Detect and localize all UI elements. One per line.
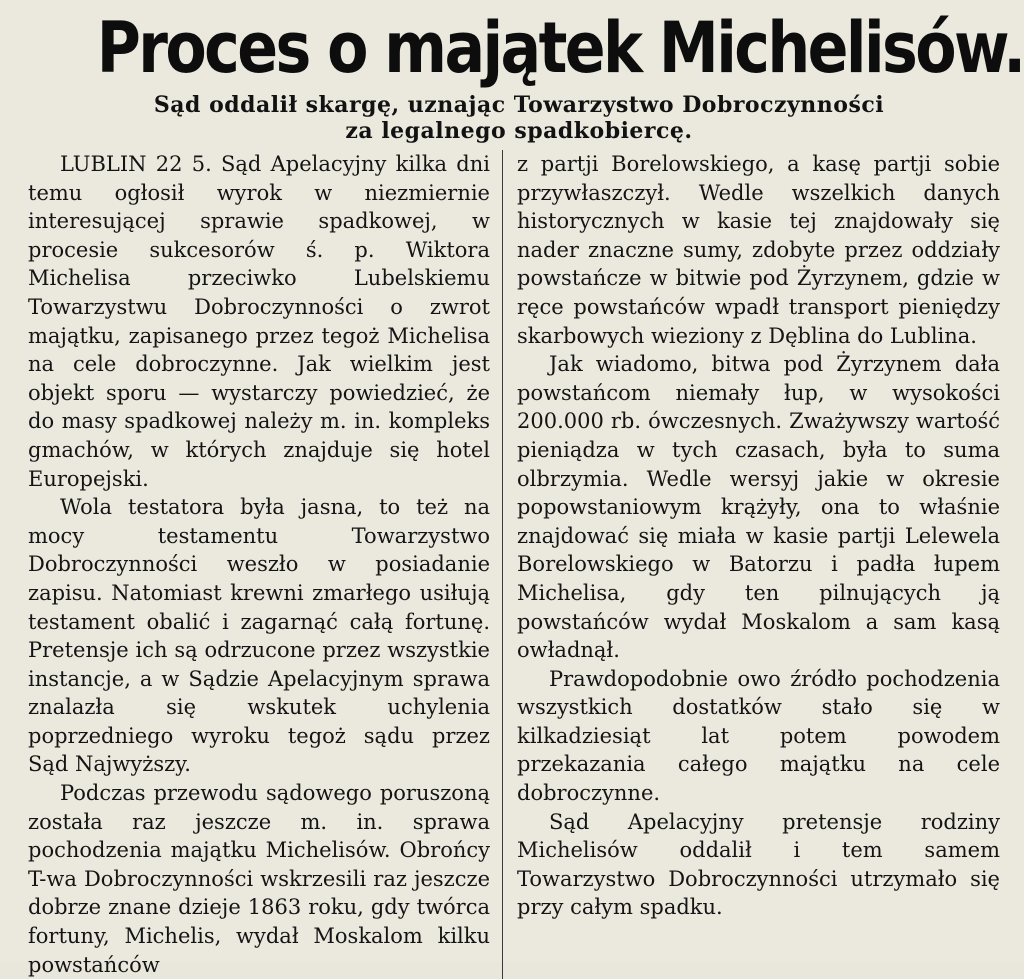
article-subheadline <box>28 92 1010 144</box>
right-column <box>502 150 1000 979</box>
paragraph: Podczas przewodu sądowego poruszoną została raz jeszcze m. in. sprawa pochodzenia majątku Michelisów. Obrońcy T-wa Dobroczynności wskrzesili raz jeszcze dobrze znane dzieje 1863 roku, gdy twórca fortuny, Michelis, wydał Moskalom kilku powstańców <box>28 781 490 977</box>
paragraph: LUBLIN 22 5. Sąd Apelacyjny kilka dni temu ogłosił wyrok w niezmiernie interesującej sprawie spadkowej, w procesie sukcesorów ś. p. Wiktora Michelisa przeciwko Lubelskiemu Towarzystwu Dobroczynności o zwrot majątku, zapisanego przez tegoż Michelisa na cele dobroczynne. Jak wielkim jest objekt sporu — wystarczy powiedzieć, że do masy spadkowej należy m. in. kompleks gmachów, w których znajduje się hotel Europejski. <box>28 152 490 491</box>
subheadline-line-1: Sąd oddalił skargę, uznając Towarzystwo Dobroczynności <box>153 92 885 118</box>
paragraph: Sąd Apelacyjny pretensje rodziny Michelisów oddalił i tem samem Towarzystwo Dobroczynności utrzymało się przy całym spadku. <box>517 809 1000 920</box>
paragraph: Jak wiadomo, bitwa pod Żyrzynem dała powstańcom niemały łup, w wysokości 200.000 rb. ówczesnych. Zważywszy wartość pieniądza w tych czasach, była to suma olbrzymia. Wedle wersyj jakie w okresie popowstaniowym krążyły, ona to właśnie znajdować się miała w kasie partji Lelewela Borelowskiego w Batorzu i padła łupem Michelisa, gdy ten pilnujących ją powstańców wydał Moskalom a sam kasą owładnął. <box>517 352 1000 663</box>
article-headline: Proces o majątek Michelisów. <box>96 7 1024 89</box>
paragraph-continued: z partji Borelowskiego, a kasę partji sobie przywłaszczył. Wedle wszelkich danych historycznych w kasie tej znajdowały się nader znaczne sumy, zdobyte przez oddziały powstańcze w bitwie pod Żyrzynem, gdzie w ręce powstańców wpadł transport pieniędzy skarbowych wieziony z Dęblina do Lublina. <box>517 152 1000 348</box>
left-column <box>28 150 502 979</box>
paragraph: Prawdopodobnie owo źródło pochodzenia wszystkich dostatków stało się w kilkadziesiąt lat potem powodem przekazania całego majątku na cele dobroczynne. <box>517 666 1000 806</box>
article-columns <box>28 150 1010 979</box>
paragraph: Wola testatora była jasna, to też na mocy testamentu Towarzystwo Dobroczynności weszło w posiadanie zapisu. Natomiast krewni zmarłego usiłują testament obalić i zagarnąć całą fortunę. Pretensje ich są odrzucone przez wszystkie instancje, a w Sądzie Apelacyjnym sprawa znalazła się wskutek uchylenia poprzedniego wyroku tegoż sądu przez Sąd Najwyższy. <box>28 495 490 777</box>
subheadline-line-2: za legalnego spadkobiercę. <box>345 118 693 144</box>
